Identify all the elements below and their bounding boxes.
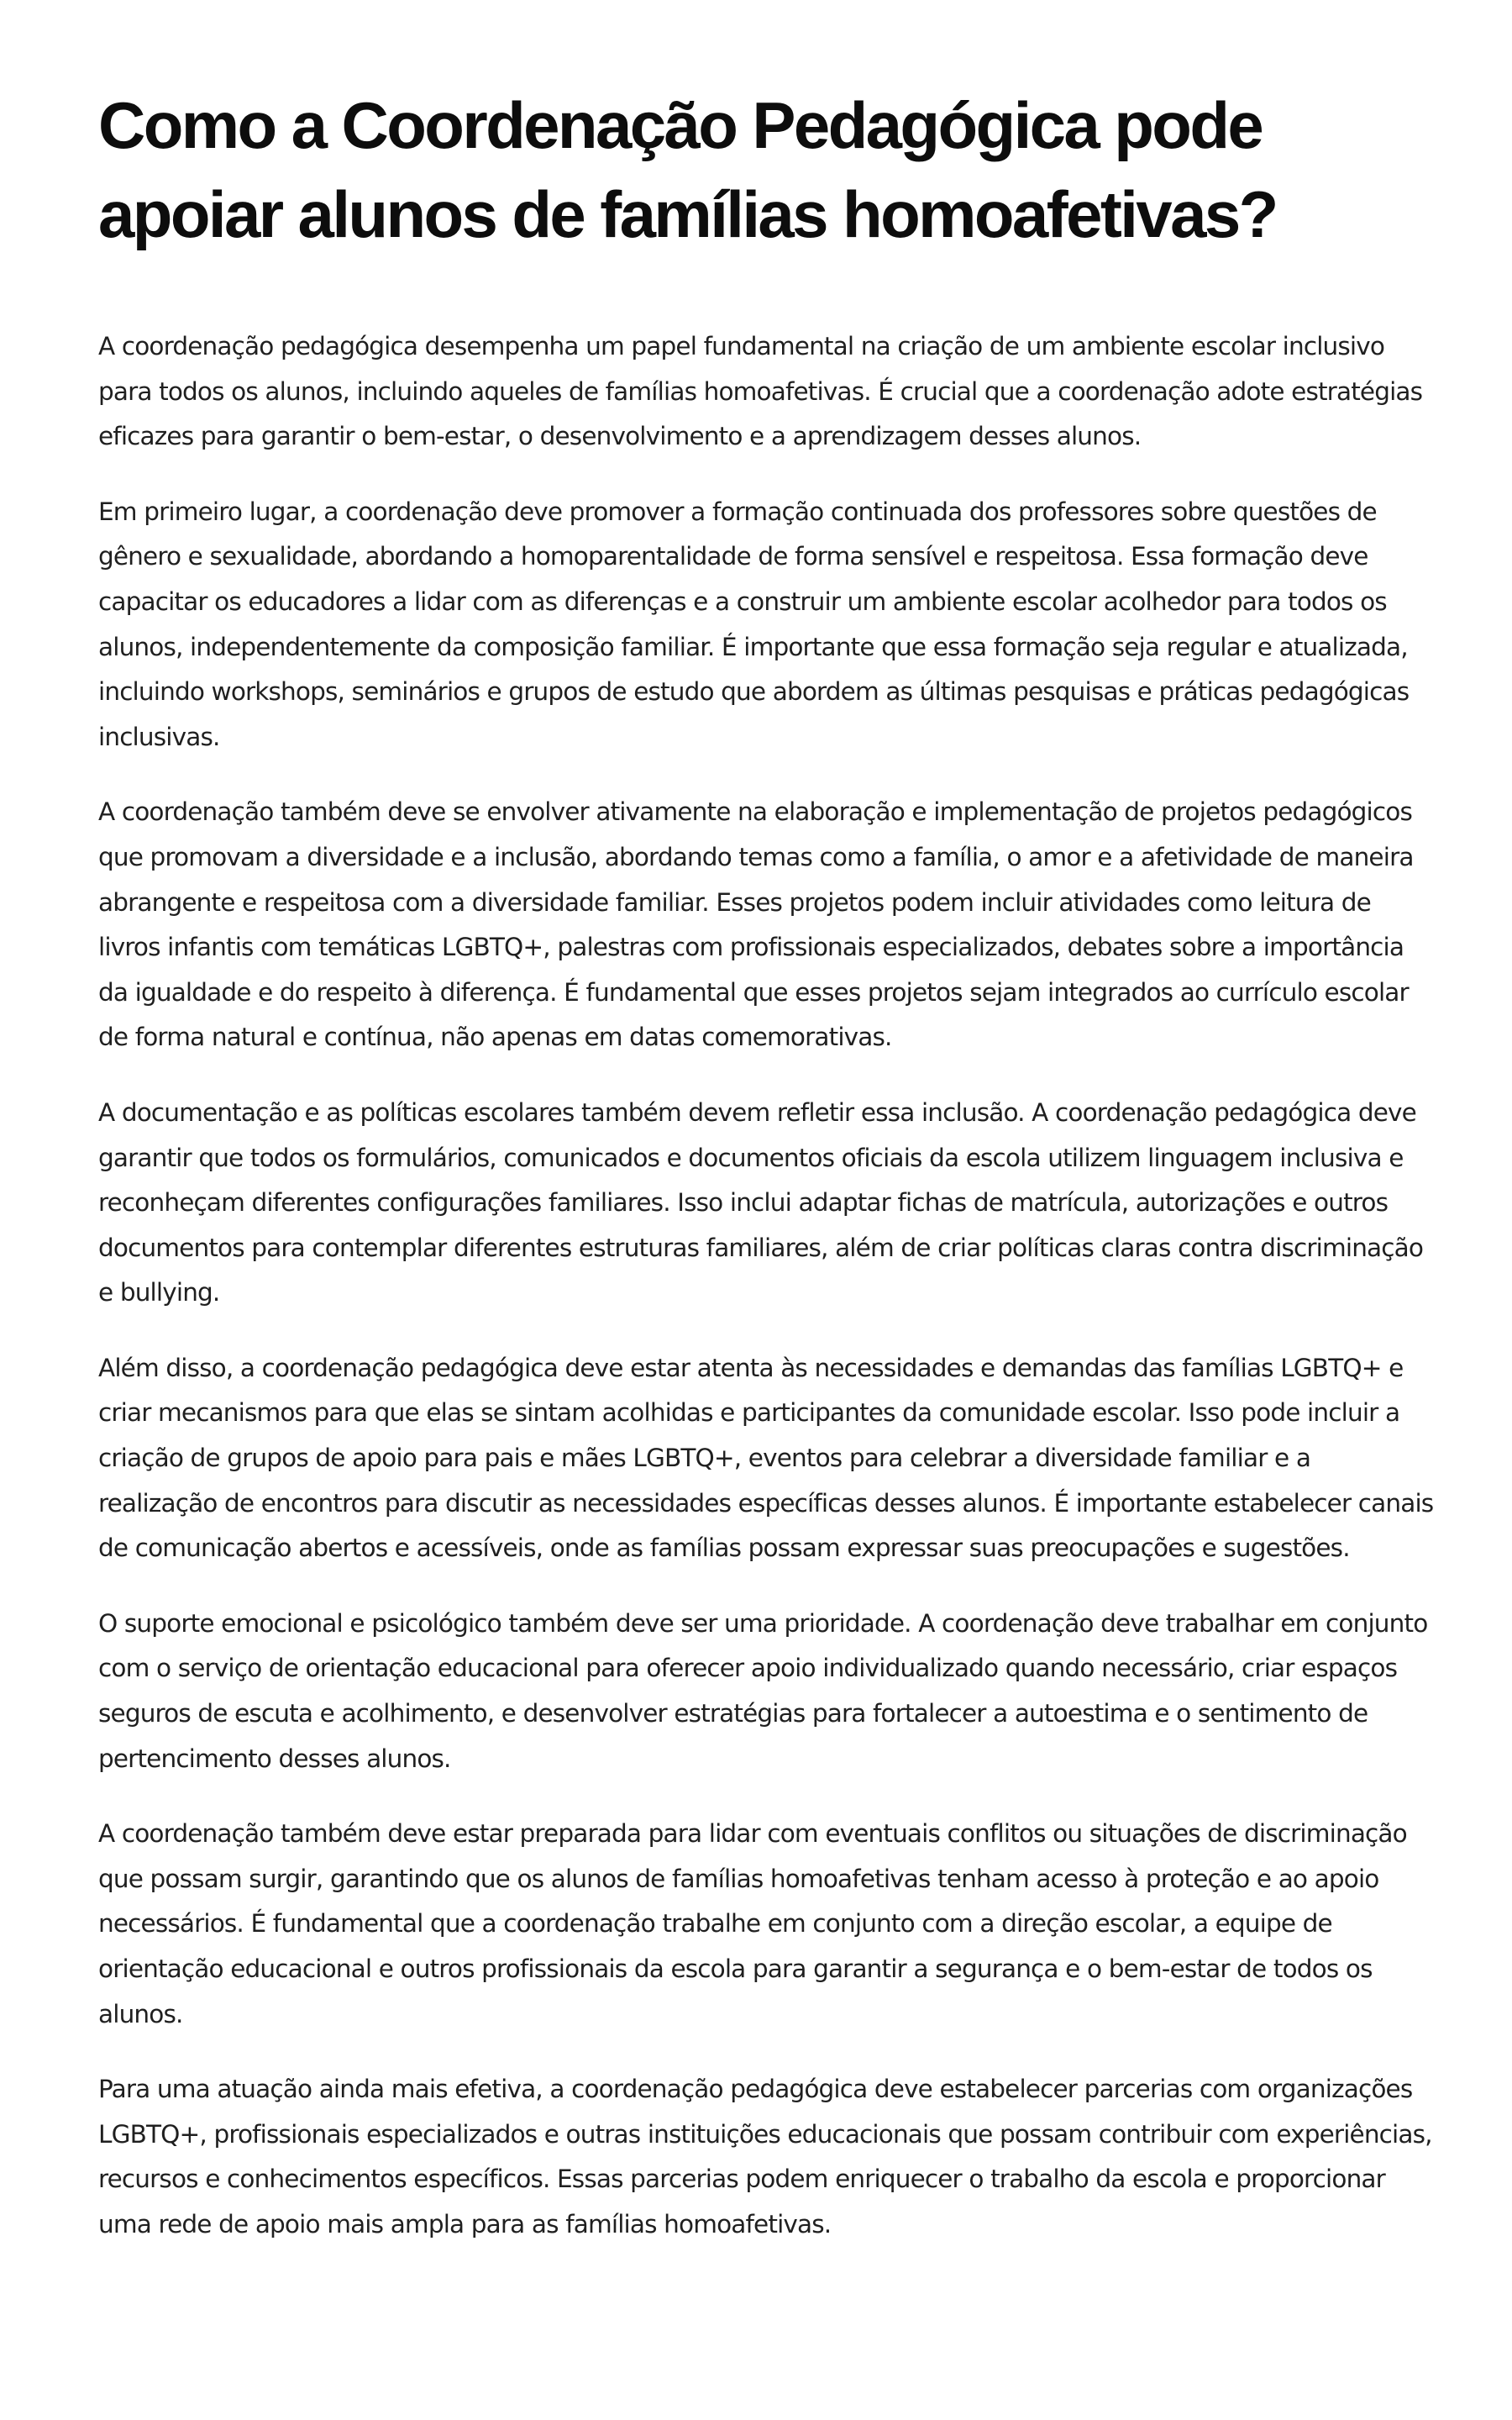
page-title: Como a Coordenação Pedagógica pode apoiar alunos de famílias homoafetivas? [98,88,1277,251]
paragraph-partnerships: Para uma atuação ainda mais efetiva, a coordenação pedagógica deve estabelecer parcerias com organizações LGBTQ+, profissionais especializados e outras instituições educacionais que possam contribuir com experiências, recursos e conhecimentos específicos. Essas parcerias podem enriquecer o trabalho da escola e proporcionar uma rede de apoio mais ampla para as famílias homoafetivas. [98,2075,1432,2238]
paragraph-family-engagement: Além disso, a coordenação pedagógica deve estar atenta às necessidades e demandas das famílias LGBTQ+ e criar mecanismos para que elas se sintam acolhidas e participantes da comunidade escolar. Isso pode incluir a criação de grupos de apoio para pais e mães LGBTQ+, eventos para celebrar a diversidade familiar e a realização de encontros para discutir as necessidades específicas desses alunos. É importante estabelecer canais de comunicação abertos e acessíveis, onde as famílias possam expressar suas preocupações e sugestões. [98,1353,1434,1563]
paragraph-teacher-training: Em primeiro lugar, a coordenação deve promover a formação continuada dos professores sobre questões de gênero e sexualidade, abordando a homoparentalidade de forma sensível e respeitosa. Essa formação deve capacitar os educadores a lidar com as diferenças e a construir um ambiente escolar acolhedor para todos os alunos, independentemente da composição familiar. É importante que essa formação seja regular e atualizada, incluindo workshops, seminários e grupos de estudo que abordem as últimas pesquisas e práticas pedagógicas inclusivas. [98,497,1410,751]
paragraph-documentation-policies: A documentação e as políticas escolares também devem refletir essa inclusão. A coordenação pedagógica deve garantir que todos os formulários, comunicados e documentos oficiais da escola utilizem linguagem inclusiva e reconheçam diferentes configurações familiares. Isso inclui adaptar fichas de matrícula, autorizações e outros documentos para contemplar diferentes estruturas familiares, além de criar políticas claras contra discriminação e bullying. [98,1097,1424,1307]
paragraph-emotional-support: O suporte emocional e psicológico também deve ser uma prioridade. A coordenação deve trabalhar em conjunto com o serviço de orientação educacional para oferecer apoio individualizado quando necessário, criar espaços seguros de escuta e acolhimento, e desenvolver estratégias para fortalecer a autoestima e o sentimento de pertencimento desses alunos. [98,1608,1428,1773]
paragraph-intro: A coordenação pedagógica desempenha um papel fundamental na criação de um ambiente escolar inclusivo para todos os alunos, incluindo aqueles de famílias homoafetivas. É crucial que a coordenação adote estratégias eficazes para garantir o bem-estar, o desenvolvimento e a aprendizagem desses alunos. [98,332,1423,451]
article [98,81,1434,2278]
paragraph-conflict-handling: A coordenação também deve estar preparada para lidar com eventuais conflitos ou situações de discriminação que possam surgir, garantindo que os alunos de famílias homoafetivas tenham acesso à proteção e ao apoio necessários. É fundamental que a coordenação trabalhe em conjunto com a direção escolar, a equipe de orientação educacional e outros profissionais da escola para garantir a segurança e o bem-estar de todos os alunos. [98,1819,1407,2028]
paragraph-pedagogical-projects: A coordenação também deve se envolver ativamente na elaboração e implementação de projetos pedagógicos que promovam a diversidade e a inclusão, abordando temas como a família, o amor e a afetividade de maneira abrangente e respeitosa com a diversidade familiar. Esses projetos podem incluir atividades como leitura de livros infantis com temáticas LGBTQ+, palestras com profissionais especializados, debates sobre a importância da igualdade e do respeito à diferença. É fundamental que esses projetos sejam integrados ao currículo escolar de forma natural e contínua, não apenas em datas comemorativas. [98,797,1414,1052]
